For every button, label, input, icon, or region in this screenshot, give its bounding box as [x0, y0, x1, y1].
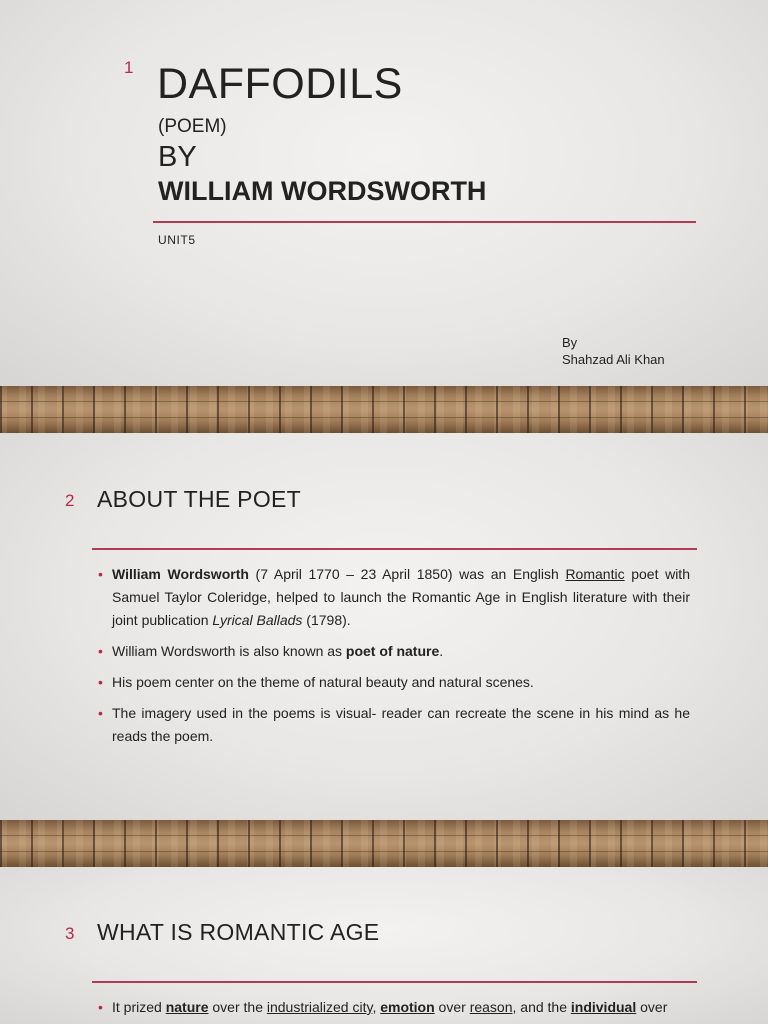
wood-floor-divider: [0, 386, 768, 433]
poet-name: William Wordsworth: [112, 566, 249, 582]
byline-name: Shahzad Ali Khan: [562, 352, 665, 367]
emphasis: poet of nature: [345, 643, 440, 659]
bullet-list: [98, 563, 690, 756]
text-span: ,: [372, 999, 381, 1015]
by-label: BY: [158, 141, 197, 173]
keyword: reason: [469, 999, 513, 1015]
slide-3: [0, 867, 768, 1024]
heading-divider: [92, 548, 697, 550]
list-item: • The imagery used in the poems is visual- reader can recreate the scene in his mind as he reads the poem.: [98, 702, 690, 748]
text-span: over: [636, 999, 668, 1015]
wood-floor-divider: [0, 820, 768, 867]
romantic-link[interactable]: Romantic: [565, 566, 625, 582]
author-name: WILLIAM WORDSWORTH: [158, 176, 487, 206]
book-title: Lyrical Ballads: [212, 612, 303, 628]
slide-heading: WHAT IS ROMANTIC AGE: [97, 919, 380, 945]
text-span: It prized: [112, 999, 166, 1015]
text-span: William Wordsworth is also known as: [112, 643, 346, 659]
poem-label: (POEM): [158, 116, 227, 137]
text-span: , and the: [512, 999, 571, 1015]
list-item: [98, 640, 690, 663]
slide-2: [0, 433, 768, 820]
text-span: poet with Samuel Taylor Coleridge, helped to launch the Romantic Age in English literature with their joint publication: [112, 566, 690, 628]
text-span: (7 April 1770 – 23 April 1850) was an English: [248, 566, 566, 582]
slide-heading: ABOUT THE POET: [97, 486, 302, 512]
unit-label: UNIT5: [158, 233, 196, 247]
list-item: [98, 996, 690, 1019]
text-span: over: [434, 999, 470, 1015]
text-span: .: [439, 643, 444, 659]
text-span: over the: [208, 999, 267, 1015]
bullet-list: [98, 996, 690, 1024]
slide-title: DAFFODILS: [157, 60, 403, 108]
list-item: [98, 563, 690, 632]
text-span: (1798).: [302, 612, 351, 628]
slide-number: 2: [65, 491, 75, 510]
keyword: individual: [570, 999, 637, 1015]
keyword: nature: [165, 999, 209, 1015]
slide-1: [0, 0, 768, 386]
title-divider: [153, 221, 696, 223]
keyword: industrialized city: [266, 999, 373, 1015]
byline-label: By: [562, 335, 578, 350]
heading-divider: [92, 981, 697, 983]
slide-number: 3: [65, 924, 75, 943]
slide-number: 1: [124, 58, 134, 77]
list-item: • His poem center on the theme of natural beauty and natural scenes.: [98, 671, 690, 694]
keyword: emotion: [380, 999, 435, 1015]
